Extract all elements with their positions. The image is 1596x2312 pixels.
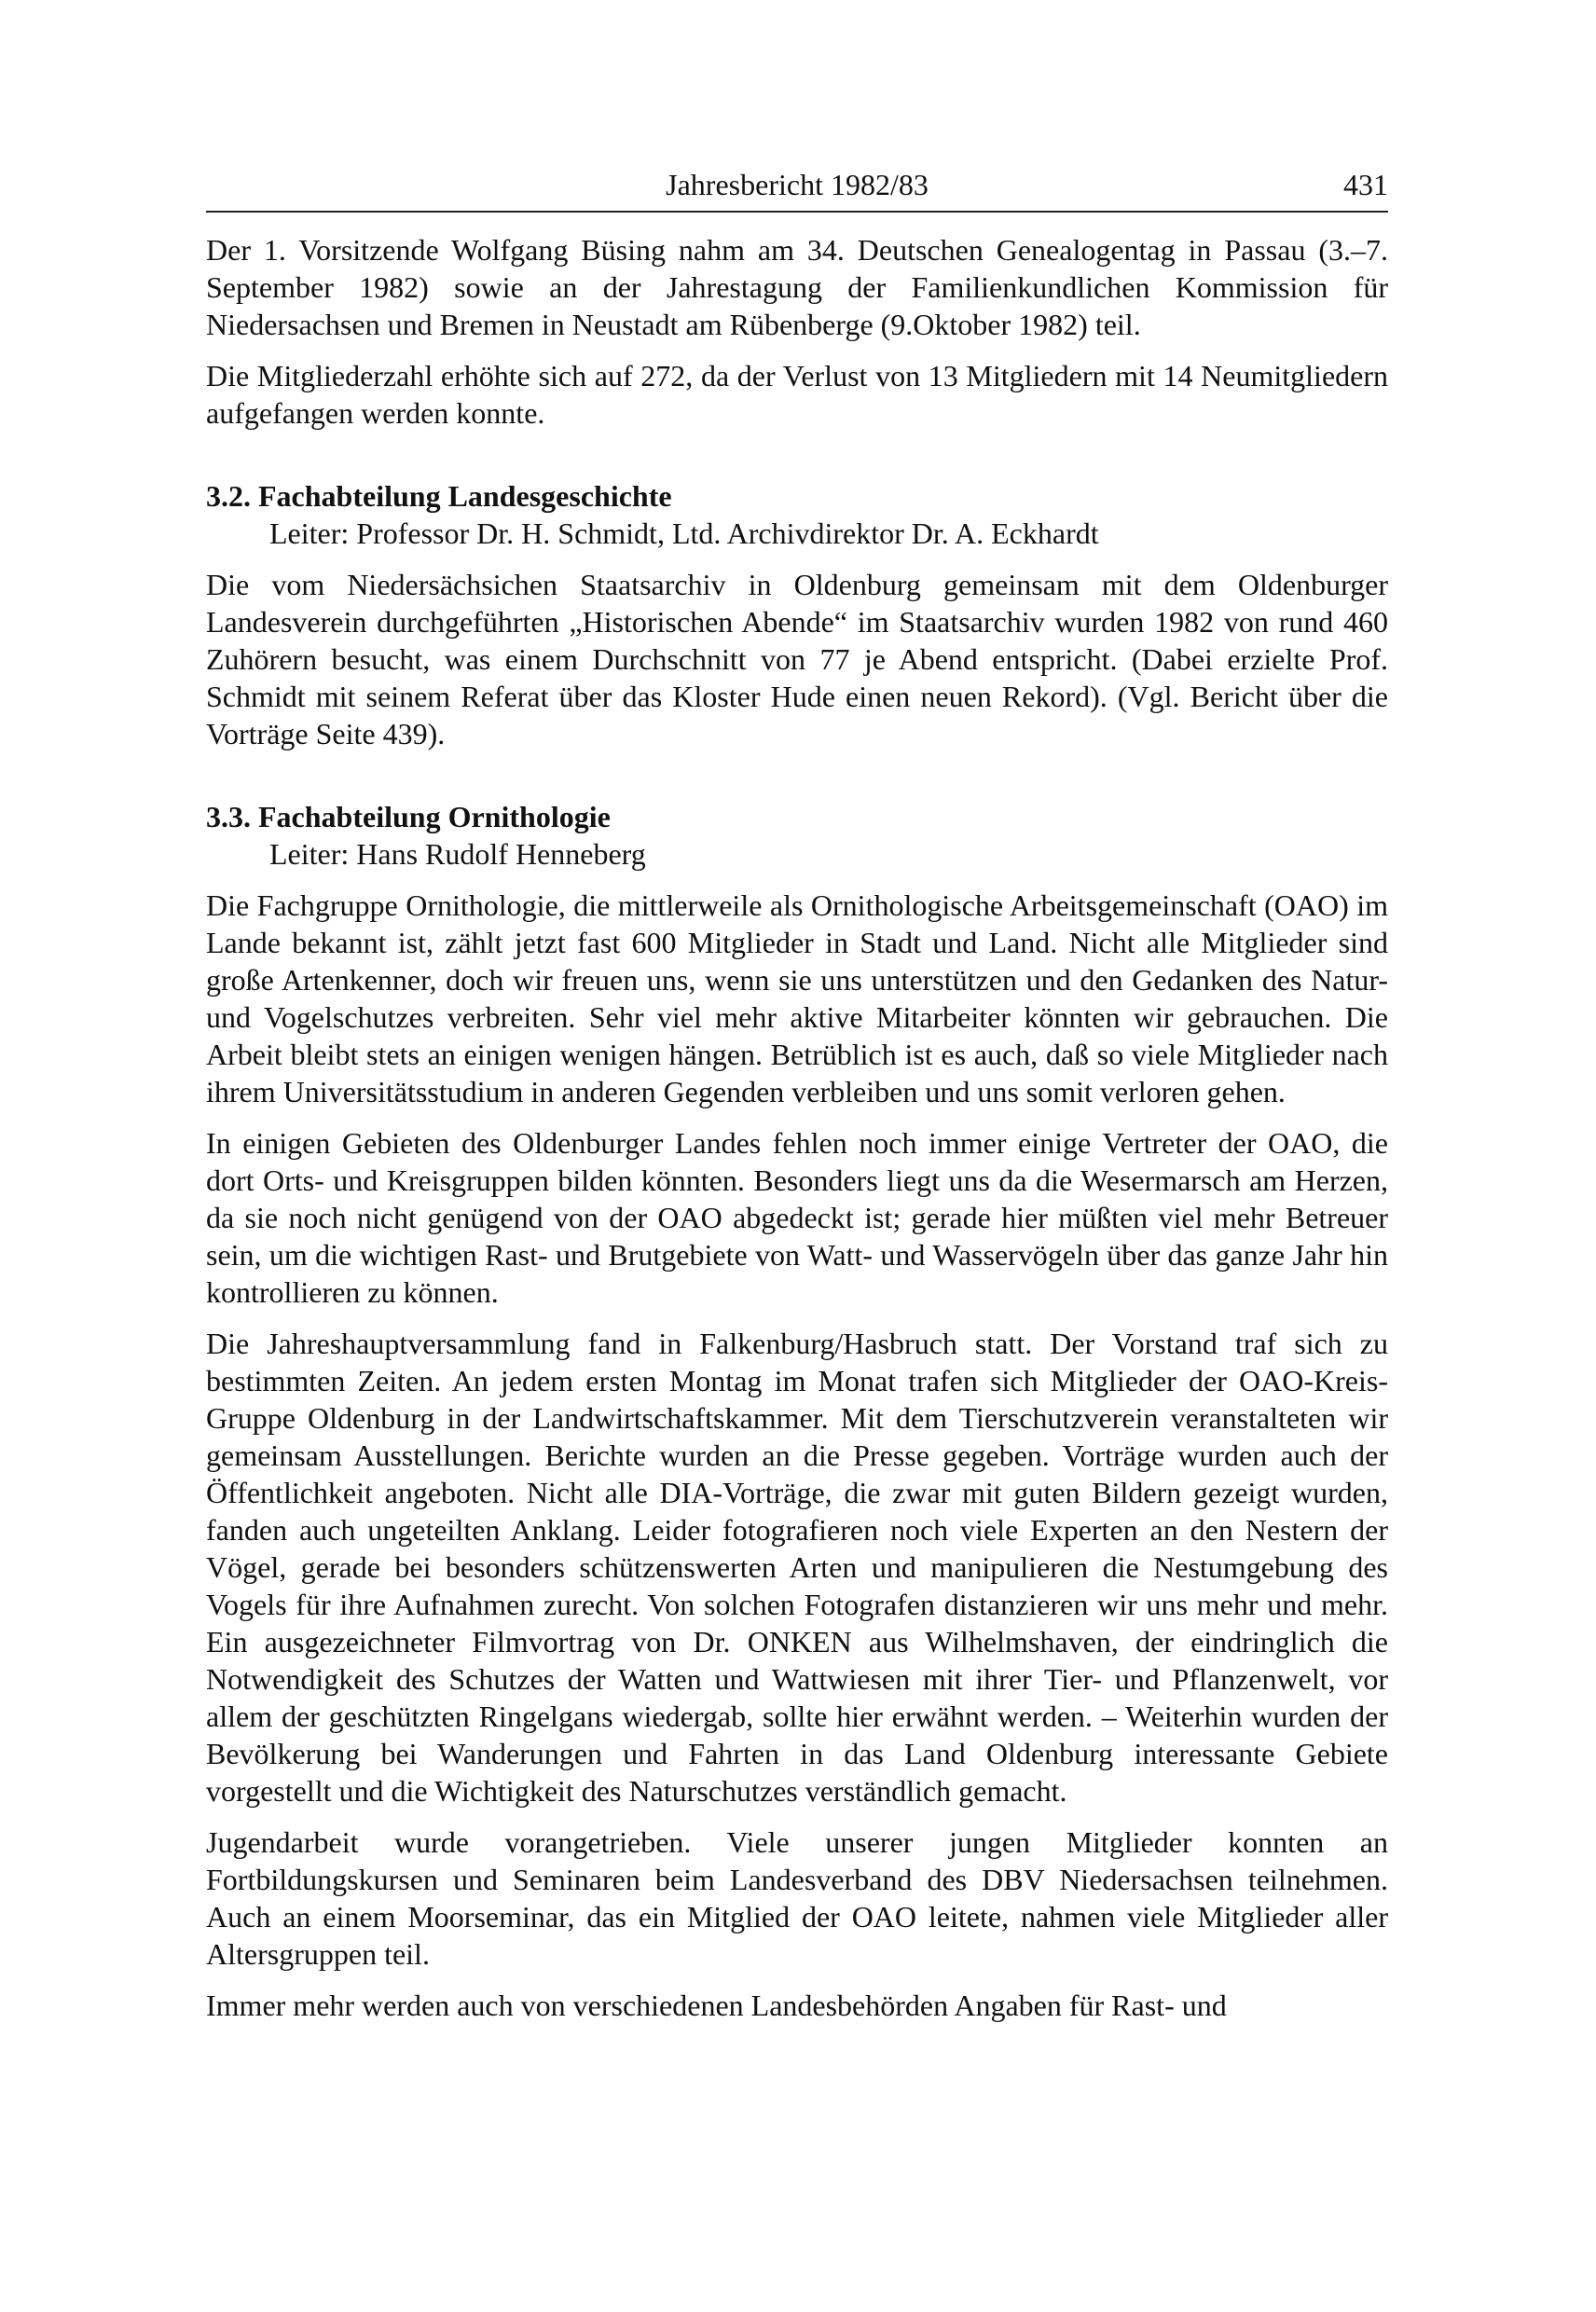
running-header <box>206 166 1388 211</box>
section-leader-landesgeschichte: Leiter: Professor Dr. H. Schmidt, Ltd. Archivdirektor Dr. A. Eckhardt <box>269 516 1099 550</box>
paragraph-landesbehoerden: Immer mehr werden auch von verschiedenen Landesbehörden Angaben für Rast- und <box>206 1989 1227 2022</box>
section-heading-landesgeschichte: 3.2. Fachabteilung Landesgeschichte <box>206 479 672 513</box>
paragraph-chairman-activities: Der 1. Vorsitzende Wolfgang Büsing nahm am 34. Deutschen Genealogentag in Passau (3.–7. September 1982) sowie an der Jahrestagung der Familienkundlichen Kommission für Niedersachsen und Bremen in Neustadt am Rübenberge (9.Oktober 1982) teil. <box>206 233 1388 341</box>
section-leader-ornithologie: Leiter: Hans Rudolf Henneberg <box>269 837 646 871</box>
paragraph-fachgruppe: Die Fachgruppe Ornithologie, die mittlerweile als Ornithologische Arbeitsgemeinschaft (OAO) im Lande bekannt ist, zählt jetzt fast 600 Mitglieder in Stadt und Land. Nicht alle Mitglieder sind große Artenkenner, doch wir freuen uns, wenn sie uns unterstützen und den Gedanken des Natur- und Vogelschutzes verbreiten. Sehr viel mehr aktive Mitarbeiter könnten wir gebrauchen. Die Arbeit bleibt stets an einigen wenigen hängen. Betrüblich ist es auch, daß so viele Mitglieder nach ihrem Universitätsstudium in anderen Gegenden verbleiben und uns somit verloren gehen. <box>206 888 1388 1108</box>
paragraph-gebiete: In einigen Gebieten des Oldenburger Landes fehlen noch immer einige Vertreter der OAO, die dort Orts- und Kreisgruppen bilden könnten. Besonders liegt uns da die Wesermarsch am Herzen, da sie noch nicht genügend von der OAO abgedeckt ist; gerade hier müßten viel mehr Betreuer sein, um die wichtigen Rast- und Brutgebiete von Watt- und Wasservögeln über das ganze Jahr hin kontrollieren zu können. <box>206 1126 1388 1309</box>
section-ornithologie <box>206 798 1388 2024</box>
paragraph-jugendarbeit: Jugendarbeit wurde vorangetrieben. Viele unserer jungen Mitglieder konnten an Fortbildungskursen und Seminaren beim Landesverband des DBV Niedersachsen teilnehmen. Auch an einem Moorseminar, das ein Mitglied der OAO leitete, nahmen viele Mitglieder aller Altersgruppen teil. <box>206 1825 1388 1971</box>
document-page <box>206 166 1388 2038</box>
section-landesgeschichte <box>206 477 1388 752</box>
page-number: 431 <box>1343 168 1388 201</box>
paragraph-jahreshauptversammlung: Die Jahreshauptversammlung fand in Falkenburg/Hasbruch statt. Der Vorstand traf sich zu bestimmten Zeiten. An jedem ersten Montag im Monat trafen sich Mitglieder der OAO-Kreis-Gruppe Oldenburg in der Landwirtschaftskammer. Mit dem Tierschutzverein veranstalteten wir gemeinsam Ausstellungen. Berichte wurden an die Presse gegeben. Vorträge wurden auch der Öffentlichkeit angeboten. Nicht alle DIA-Vorträge, die zwar mit guten Bildern gezeigt wurden, fanden auch ungeteilten Anklang. Leider fotografieren noch viele Experten an den Nestern der Vögel, gerade bei besonders schützenswerten Arten und manipulieren die Nestumgebung des Vogels für ihre Aufnahmen zurecht. Von solchen Fotografen distanzieren wir uns mehr und mehr. Ein ausgezeichneter Filmvortrag von Dr. ONKEN aus Wilhelmshaven, der eindringlich die Notwendigkeit des Schutzes der Watten und Wattwiesen mit ihrer Tier- und Pflanzenwelt, vor allem der geschützten Ringelgans wiedergab, sollte hier erwähnt werden. – Weiterhin wurden der Bevölkerung bei Wanderungen und Fahrten in das Land Oldenburg interessante Gebiete vorgestellt und die Wichtigkeit des Naturschutzes verständlich gemacht. <box>206 1327 1388 1808</box>
section-heading-ornithologie: 3.3. Fachabteilung Ornithologie <box>206 800 611 833</box>
section-spacer <box>206 446 1388 477</box>
section-spacer <box>206 766 1388 798</box>
running-title: Jahresbericht 1982/83 <box>666 168 929 201</box>
paragraph-membership: Die Mitgliederzahl erhöhte sich auf 272, da der Verlust von 13 Mitgliedern mit 14 Neumitgliedern aufgefangen werden konnte. <box>206 359 1388 430</box>
header-rule <box>206 211 1388 213</box>
paragraph-historische-abende: Die vom Niedersächsichen Staatsarchiv in Oldenburg gemeinsam mit dem Oldenburger Landesverein durchgeführten „Historischen Abende“ im Staatsarchiv wurden 1982 von rund 460 Zuhörern besucht, was einem Durchschnitt von 77 je Abend entspricht. (Dabei erzielte Prof. Schmidt mit seinem Referat über das Kloster Hude einen neuen Rekord). (Vgl. Bericht über die Vorträge Seite 439). <box>206 568 1388 750</box>
